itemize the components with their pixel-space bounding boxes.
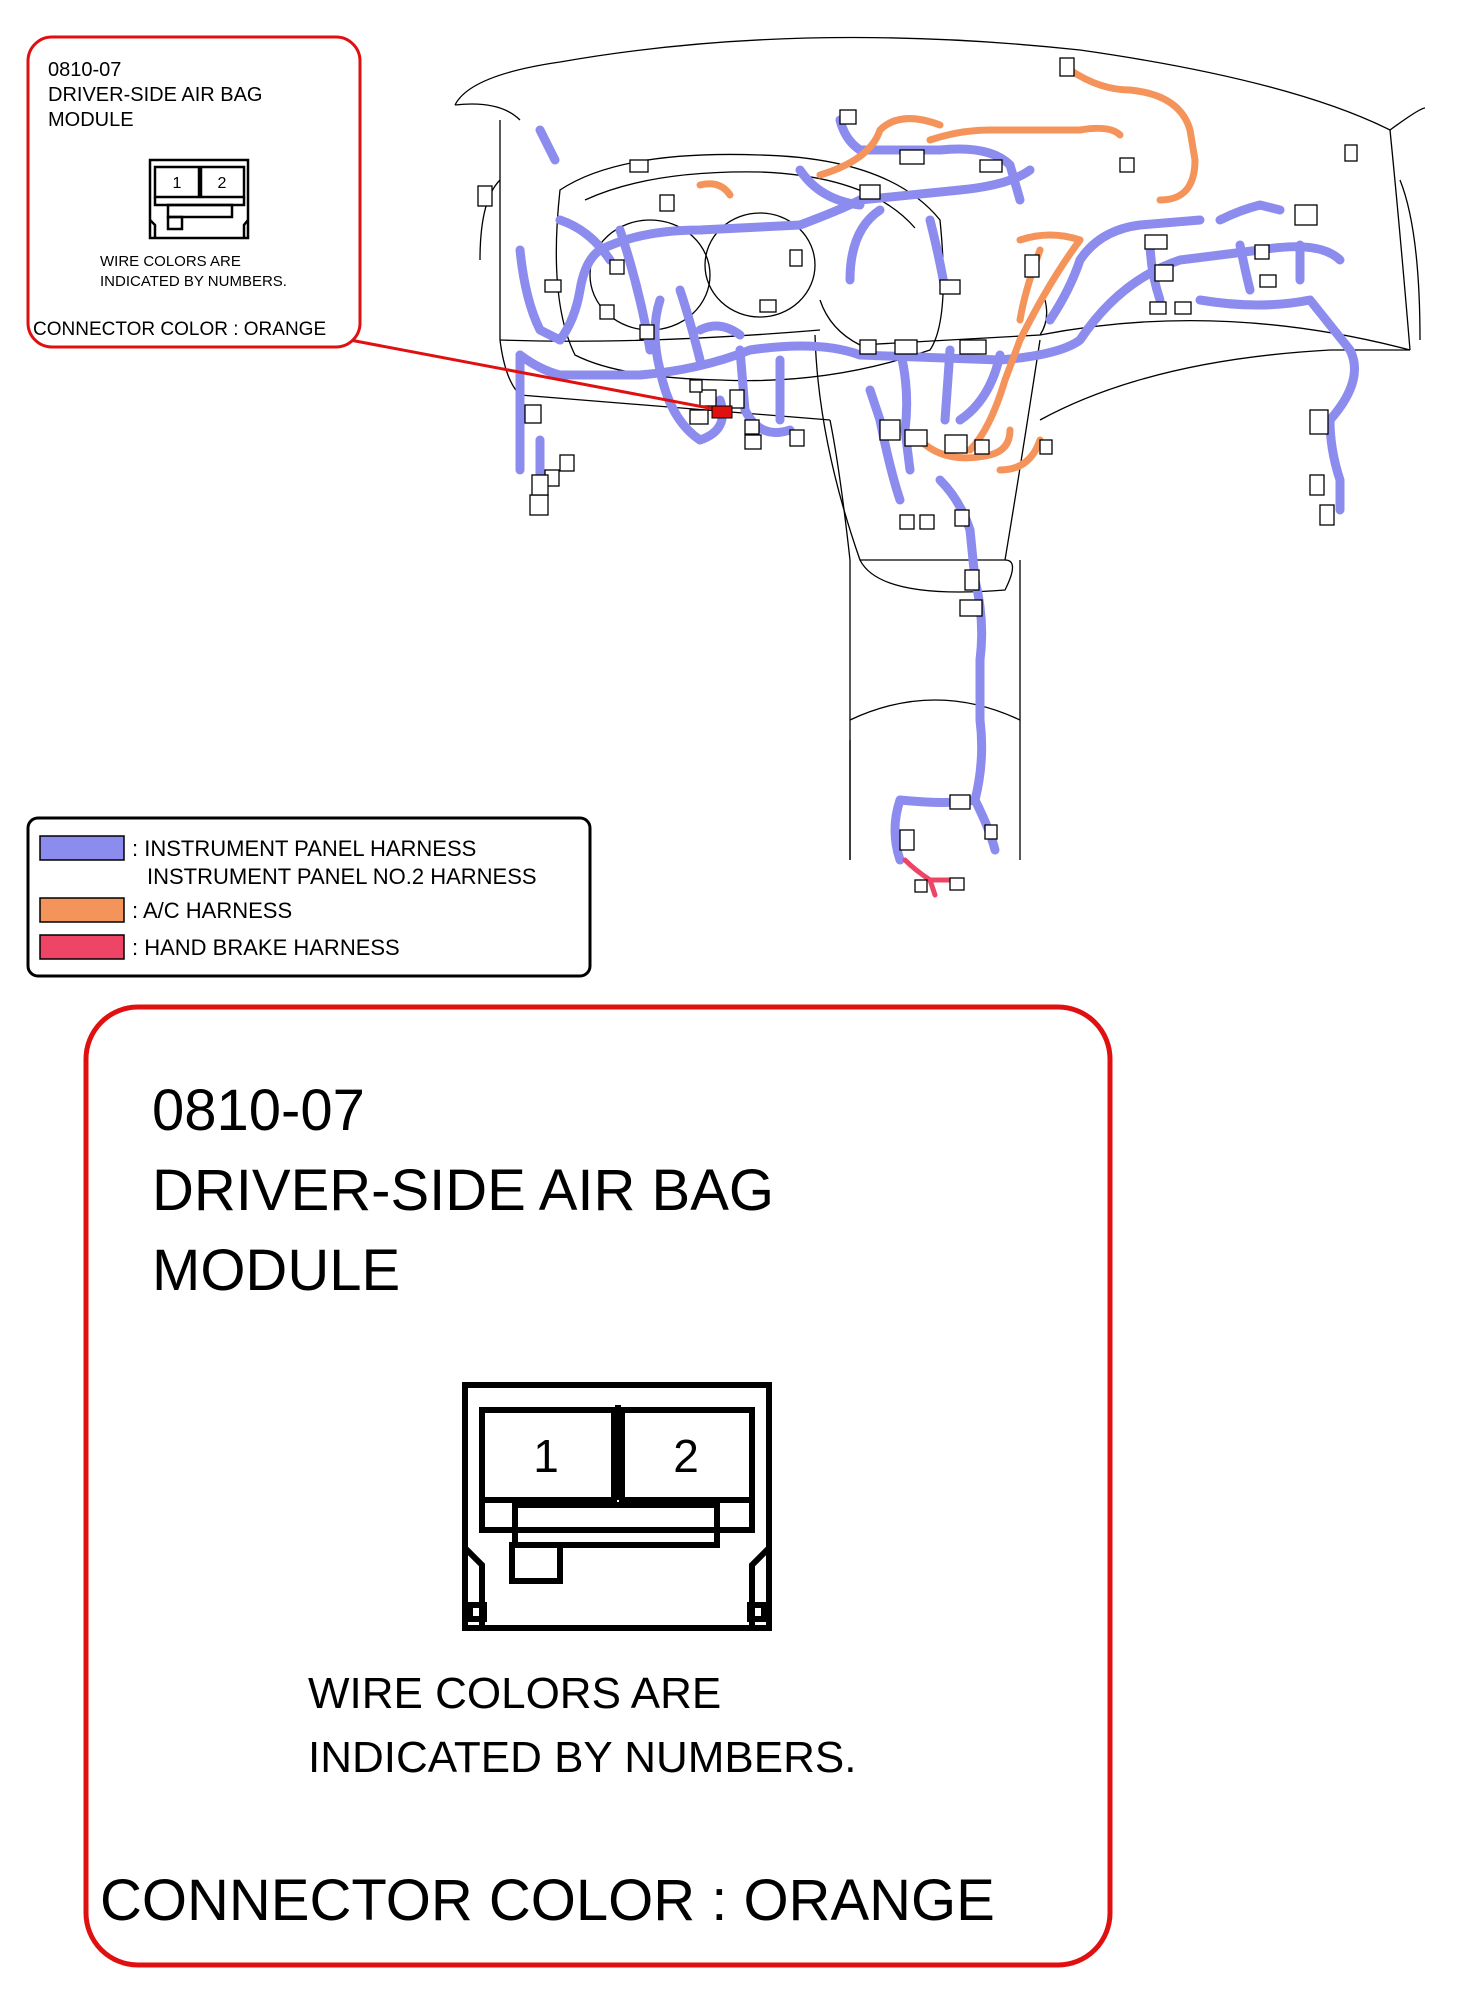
- large-note-line2: INDICATED BY NUMBERS.: [308, 1733, 857, 1782]
- legend-swatch-instrument-panel: [40, 836, 124, 860]
- callout-large: [86, 1007, 1110, 1965]
- small-name-line1: DRIVER-SIDE AIR BAG: [48, 84, 263, 106]
- legend-swatch-ac: [40, 898, 124, 922]
- legend: [28, 818, 590, 976]
- small-code: 0810-07: [48, 59, 122, 81]
- small-note-line1: WIRE COLORS ARE: [100, 253, 241, 270]
- small-note-line2: INDICATED BY NUMBERS.: [100, 273, 287, 290]
- callout-small: [28, 37, 360, 347]
- small-connector-color: CONNECTOR COLOR : ORANGE: [33, 319, 327, 340]
- instrument-panel-harness: [520, 120, 1355, 860]
- large-code: 0810-07: [152, 1078, 365, 1143]
- large-pin-1: 1: [533, 1430, 559, 1482]
- instrument-panel-outline: [455, 38, 1425, 861]
- small-pin-2: 2: [217, 175, 227, 192]
- large-name-line1: DRIVER-SIDE AIR BAG: [152, 1158, 775, 1223]
- small-name-line2: MODULE: [48, 109, 134, 131]
- target-connector: [712, 406, 732, 418]
- legend-label-ac: : A/C HARNESS: [132, 898, 293, 923]
- small-pin-1: 1: [172, 175, 182, 192]
- legend-label-instrument-panel-no2: INSTRUMENT PANEL NO.2 HARNESS: [147, 864, 537, 889]
- large-note-line1: WIRE COLORS ARE: [308, 1669, 722, 1718]
- legend-swatch-hand-brake: [40, 935, 124, 959]
- callout-pointer: [350, 340, 730, 412]
- connectors: [478, 58, 1357, 892]
- legend-label-hand-brake: : HAND BRAKE HARNESS: [132, 935, 400, 960]
- large-connector-color: CONNECTOR COLOR : ORANGE: [100, 1868, 995, 1933]
- legend-label-instrument-panel: : INSTRUMENT PANEL HARNESS: [132, 836, 477, 861]
- large-pin-2: 2: [673, 1430, 699, 1482]
- large-name-line2: MODULE: [152, 1238, 401, 1303]
